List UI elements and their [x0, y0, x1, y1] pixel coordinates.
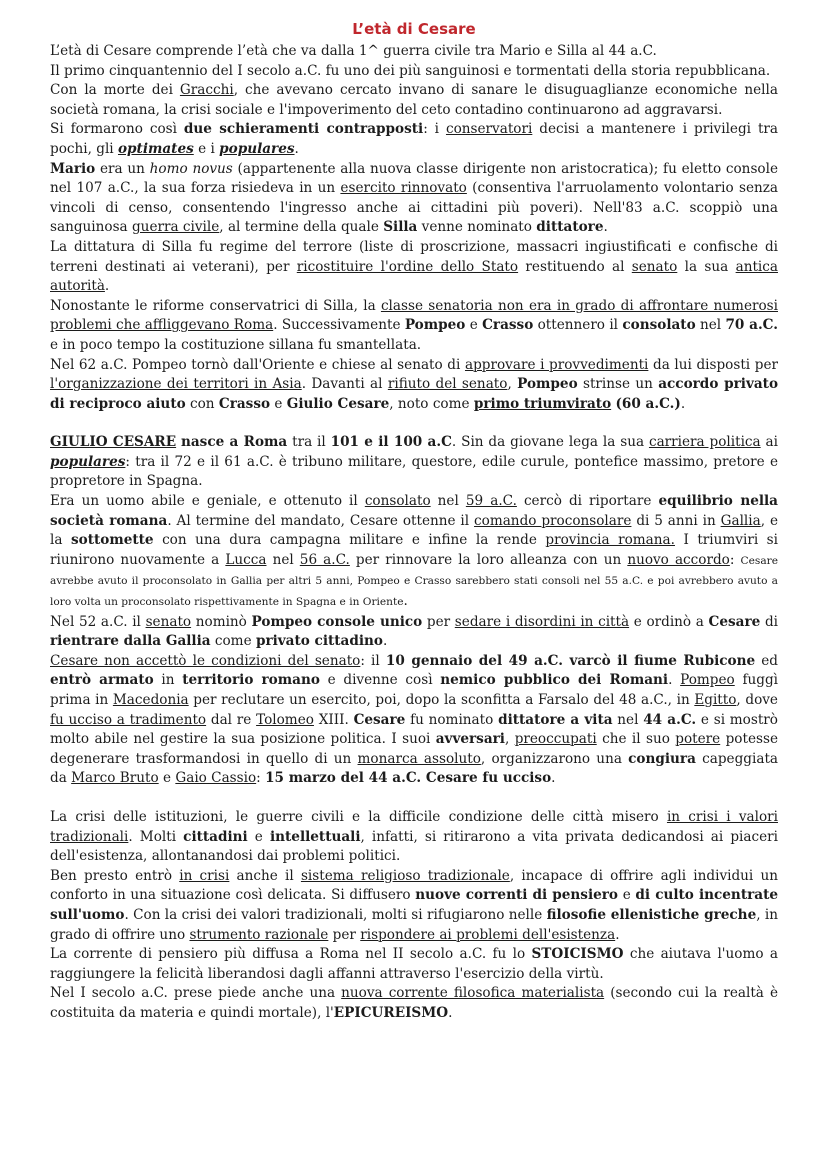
text-run: . Davanti al: [301, 376, 388, 393]
emphasis-text: populares: [50, 453, 126, 470]
emphasis-text: optimates: [117, 140, 194, 157]
text-run: , infatti, si ritirarono a vita privata dedicandosi ai piaceri dell'esistenza, allontanandosi dai problemi politici.: [50, 828, 778, 865]
text-run: tra il: [287, 434, 331, 451]
underlined-text: Tolomeo: [256, 711, 314, 728]
emphasis-text: avversari: [435, 731, 505, 748]
paragraph-gracchi: [50, 81, 778, 120]
text-run: . Molti: [128, 828, 184, 845]
underlined-text: 56 a.C.: [299, 551, 350, 568]
text-run: , che avevano cercato invano di sanare le disuguaglianze economiche nella società romana, la crisi sociale e l'impoverimento del ceto contadino continuarono ad aggravarsi.: [50, 82, 778, 118]
underlined-text: strumento razionale: [189, 926, 329, 943]
underlined-text: sistema religioso tradizionale: [300, 867, 510, 884]
text-run: homo novus: [149, 160, 233, 177]
text-run: ,: [504, 731, 515, 748]
emphasis-text: 44 a.C.: [643, 711, 697, 728]
text-run: e in poco tempo la costituzione sillana fu smantellata.: [50, 336, 422, 353]
text-run: capeggiata da: [50, 750, 779, 787]
emphasis-text: di culto incentrate sull'uomo: [50, 887, 778, 923]
underlined-text: provincia romana.: [545, 532, 675, 549]
text-run: . Sin da giovane lega la sua: [451, 434, 649, 451]
underlined-text: monarca assoluto: [357, 750, 481, 767]
underlined-text: Gallia: [720, 512, 761, 529]
text-run: e: [465, 317, 483, 334]
emphasis-text: territorio romano: [182, 672, 320, 689]
underlined-text: comando proconsolare: [474, 512, 632, 529]
emphasis-text: privato cittadino: [255, 633, 383, 650]
text-run: era un: [95, 160, 150, 177]
paragraph-rubicon: [50, 652, 778, 789]
underlined-text: 59 a.C.: [465, 493, 517, 510]
text-run: .: [603, 219, 608, 236]
text-run: che aiutava l'uomo a raggiungere la felicità liberandosi dagli affanni attraverso l'esercizio della virtù.: [50, 946, 778, 982]
text-run: , in grado di offrire uno: [50, 906, 778, 943]
emphasis-text: Pompeo: [404, 317, 466, 334]
text-run: Nonostante le riforme conservatrici di Silla, la: [50, 297, 381, 314]
emphasis-text: congiura: [628, 750, 696, 767]
underlined-text: esercito rinnovato: [340, 180, 467, 197]
emphasis-text: nuove correnti di pensiero: [415, 887, 618, 904]
text-run: da lui disposti per: [648, 356, 779, 373]
text-run: .: [403, 593, 408, 610]
text-run: XIII.: [313, 711, 354, 728]
text-run: Ben presto entrò: [50, 867, 180, 884]
text-run: nel: [266, 551, 300, 568]
text-run: cercò di riportare: [516, 493, 659, 510]
text-run: , organizzarono una: [480, 750, 629, 767]
text-run: : i: [423, 121, 446, 138]
paragraph-senate-crisis: [50, 297, 778, 356]
emphasis-text: filosofie ellenistiche greche: [546, 906, 757, 923]
text-run: , dove: [736, 692, 778, 708]
emphasis-text: primo triumvirato: [473, 395, 612, 412]
paragraph-stoicism: [50, 945, 778, 984]
underlined-text: nuovo accordo: [627, 551, 730, 568]
paragraph-caesar-birth: [50, 433, 778, 492]
text-run: con una dura campagna militare e infine la rende: [153, 532, 546, 549]
text-run: La crisi delle istituzioni, le guerre civili e la difficile condizione delle città misero: [50, 808, 667, 825]
underlined-text: preoccupati: [514, 731, 597, 748]
underlined-text: approvare i provvedimenti: [464, 356, 649, 373]
emphasis-text: dittatore a vita: [498, 711, 613, 728]
text-run: e: [618, 887, 636, 904]
text-run: L’età di Cesare comprende l’età che va dalla 1^ guerra civile tra Mario e Silla al 44 a.C.: [50, 43, 657, 59]
underlined-text: Gracchi: [179, 82, 234, 99]
text-run: ed: [755, 652, 778, 669]
emphasis-text: 10 gennaio del 49 a.C. varcò il fiume Rubicone: [385, 652, 756, 669]
text-run: Si formarono così: [50, 121, 184, 138]
emphasis-text: (60 a.C.): [615, 395, 681, 412]
underlined-text: sedare i disordini in città: [454, 613, 630, 630]
underlined-text: consolato: [364, 493, 431, 510]
emphasis-text: Cesare: [708, 613, 761, 630]
text-run: .: [294, 140, 299, 157]
text-run: Nel 52 a.C. il: [50, 613, 146, 630]
underlined-text: Marco Bruto: [71, 770, 159, 787]
text-run: strinse un: [577, 376, 659, 393]
text-run: che il suo: [596, 731, 676, 748]
text-run: di: [760, 613, 779, 630]
paragraph-epicureanism: [50, 984, 778, 1023]
text-run: Nel I secolo a.C. prese piede anche una: [50, 985, 342, 1002]
emphasis-text: consolato: [622, 317, 696, 334]
text-run: Con la morte dei: [50, 82, 180, 99]
text-run: nel: [430, 493, 466, 510]
text-run: , al termine della quale: [219, 219, 384, 236]
text-run: e: [247, 828, 270, 845]
emphasis-text: entrò armato: [50, 672, 154, 689]
text-run: anche il: [229, 867, 301, 884]
text-run: come: [210, 633, 256, 650]
text-run: Cesare avrebbe avuto il proconsolato in Gallia per altri 5 anni, Pompeo e Crasso sarebbero stati consoli nel 55 a.C. e poi avrebbero avuto a loro volta un proconsolato rispettivamente in Spagna e in Oriente: [50, 554, 778, 609]
text-run: per: [422, 613, 455, 630]
text-run: Nel 62 a.C. Pompeo tornò dall'Oriente e chiese al senato di: [50, 356, 465, 373]
text-run: per reclutare un esercito, poi, dopo la sconfitta a Farsalo del 48 a.C., in: [188, 692, 695, 708]
text-run: . Con la crisi dei valori tradizionali, molti si rifugiarono nelle: [124, 906, 547, 923]
paragraph-silla-dictatorship: [50, 238, 778, 297]
text-run: potesse degenerare trasformandosi in quello di un: [50, 731, 778, 767]
underlined-text: rispondere ai problemi dell'esistenza: [360, 926, 616, 943]
paragraph-values-crisis: [50, 808, 778, 867]
text-run: nel: [695, 317, 726, 334]
emphasis-text: rientrare dalla Gallia: [50, 633, 211, 650]
text-run: . Al termine del mandato, Cesare ottenne il: [167, 512, 475, 529]
text-run: e: [270, 395, 287, 412]
text-run: (appartenente alla nuova classe dirigente non aristocratica); fu eletto console nel 107 a.C., la sua forza risiedeva in un: [50, 160, 778, 197]
underlined-text: Gaio Cassio: [175, 770, 257, 787]
underlined-text: Pompeo: [680, 672, 735, 689]
text-run: .: [551, 770, 556, 787]
paragraph-caesar-consulate: [50, 492, 778, 613]
emphasis-text: intellettuali: [269, 828, 361, 845]
underlined-text: Macedonia: [112, 692, 189, 708]
underlined-text: Egitto: [694, 692, 737, 708]
text-run: dal re: [206, 711, 257, 728]
text-run: .: [680, 395, 686, 412]
text-run: fu nominato: [405, 711, 499, 728]
underlined-text: in crisi i valori tradizionali: [50, 808, 778, 845]
text-run: ai: [760, 434, 778, 451]
emphasis-text: Giulio Cesare: [286, 395, 390, 412]
text-run: ottennero il: [533, 317, 623, 334]
underlined-text: carriera politica: [648, 434, 761, 451]
paragraph-intro: [50, 42, 778, 62]
underlined-text: Cesare non accettò le condizioni del senato: [50, 652, 361, 669]
underlined-text: in crisi: [179, 867, 230, 884]
underlined-text: ricostituire l'ordine dello Stato: [296, 258, 519, 275]
underlined-text: conservatori: [445, 121, 533, 138]
emphasis-text: due schieramenti contrapposti: [183, 121, 424, 138]
text-run: .: [104, 278, 110, 295]
text-run: fuggì prima in: [50, 672, 778, 708]
underlined-text: nuova corrente filosofica materialista: [341, 985, 605, 1002]
underlined-text: l'organizzazione dei territori in Asia: [50, 376, 302, 393]
underlined-text: rifiuto del senato: [387, 376, 508, 393]
text-run: .: [668, 672, 681, 689]
emphasis-text: 15 marzo del 44 a.C. Cesare fu ucciso: [265, 770, 552, 787]
text-run: , e la: [50, 512, 778, 549]
emphasis-text: Crasso: [218, 395, 271, 412]
underlined-text: antica autorità: [50, 258, 778, 295]
emphasis-text: Crasso: [482, 317, 534, 334]
text-run: .: [448, 1004, 453, 1021]
paragraph-first-half-century: [50, 62, 778, 82]
text-run: venne nominato: [417, 219, 537, 236]
emphasis-text: accordo privato di reciproco aiuto: [50, 376, 779, 412]
emphasis-text: populares: [219, 140, 295, 157]
text-run: La corrente di pensiero più diffusa a Roma nel II secolo a.C. fu lo: [50, 946, 532, 963]
emphasis-text: equilibrio nella società romana: [50, 493, 778, 529]
emphasis-text: 70 a.C.: [725, 317, 778, 334]
section-spacer: [50, 789, 778, 808]
text-run: , noto come: [389, 395, 474, 412]
emphasis-text: Pompeo: [517, 376, 578, 393]
emphasis-text: Silla: [383, 219, 418, 236]
paragraph-factions: [50, 120, 778, 159]
emphasis-text: cittadini: [183, 828, 248, 845]
emphasis-text: GIULIO CESARE: [50, 434, 177, 451]
text-run: . Successivamente: [273, 317, 405, 334]
text-run: e si mostrò molto abile nel gestire la sua posizione politica. I suoi: [50, 711, 778, 748]
text-run: : il: [360, 652, 386, 669]
text-run: la sua: [677, 258, 736, 275]
text-run: con: [185, 395, 219, 412]
text-run: I triumviri si riunirono nuovamente a: [50, 532, 779, 568]
text-run: Il primo cinquantennio del I secolo a.C. fu uno dei più sanguinosi e tormentati della storia repubblicana.: [50, 62, 771, 79]
underlined-text: potere: [675, 731, 721, 748]
text-run: e: [158, 770, 176, 787]
text-run: , incapace di offrire agli individui un conforto in una situazione così delicata. Si diffusero: [50, 867, 778, 904]
text-run: per rinnovare la loro alleanza con un: [349, 551, 628, 568]
text-run: per: [328, 926, 361, 943]
text-run: :: [729, 551, 741, 568]
text-run: restituendo al: [518, 258, 632, 275]
text-run: e divenne così: [319, 672, 441, 689]
text-run: e i: [193, 140, 220, 157]
paragraph-mario: [50, 160, 778, 238]
text-run: :: [256, 770, 266, 787]
emphasis-text: sottomette: [70, 532, 154, 549]
section-spacer: [50, 414, 778, 433]
underlined-text: guerra civile: [131, 219, 220, 236]
emphasis-text: STOICISMO: [531, 946, 624, 963]
page-title: L’età di Cesare: [352, 20, 476, 38]
paragraph-pompeo-sole-consul: [50, 613, 778, 652]
text-run: .: [382, 633, 388, 650]
text-run: ,: [507, 376, 518, 393]
underlined-text: fu ucciso a tradimento: [50, 711, 207, 728]
text-run: (secondo cui la realtà è costituita da materia e quindi mortale), l': [50, 985, 778, 1021]
paragraph-religion-crisis: [50, 867, 778, 945]
underlined-text: senato: [631, 258, 678, 275]
underlined-text: senato: [145, 613, 192, 630]
emphasis-text: EPICUREISMO: [333, 1004, 449, 1021]
text-run: di 5 anni in: [631, 512, 721, 529]
text-run: decisi a mantenere i privilegi tra pochi, gli: [50, 121, 779, 157]
emphasis-text: nemico pubblico dei Romani: [440, 672, 669, 689]
paragraph-first-triumvirate: [50, 356, 778, 415]
text-run: : tra il 72 e il 61 a.C. è tribuno militare, questore, edile curule, pontefice massimo, pretore e propretore in Spagna.: [50, 453, 778, 490]
emphasis-text: Pompeo console unico: [251, 613, 423, 630]
text-run: e ordinò a: [629, 613, 709, 630]
emphasis-text: Mario: [50, 160, 96, 177]
text-run: in: [153, 672, 183, 689]
text-run: .: [615, 926, 620, 943]
text-run: La dittatura di Silla fu regime del terrore (liste di proscrizione, massacri ingiustificati e confische di terreni destinati ai veterani), per: [50, 238, 778, 275]
text-run: (consentiva l'arruolamento volontario senza vincoli di censo, consentendo l'ingresso anche ai cittadini più poveri). Nell'83 a.C. scoppiò una sanguinosa: [50, 180, 779, 236]
emphasis-text: dittatore: [536, 219, 604, 236]
underlined-text: classe senatoria non era in grado di affrontare numerosi problemi che affliggevano Roma: [50, 297, 778, 334]
underlined-text: Lucca: [225, 551, 267, 568]
emphasis-text: nasce a Roma: [180, 434, 288, 451]
text-run: nel: [612, 711, 644, 728]
emphasis-text: Cesare: [353, 711, 406, 728]
text-run: nominò: [191, 613, 252, 630]
emphasis-text: 101 e il 100 a.C: [330, 434, 452, 451]
text-run: Era un uomo abile e geniale, e ottenuto il: [50, 493, 365, 510]
